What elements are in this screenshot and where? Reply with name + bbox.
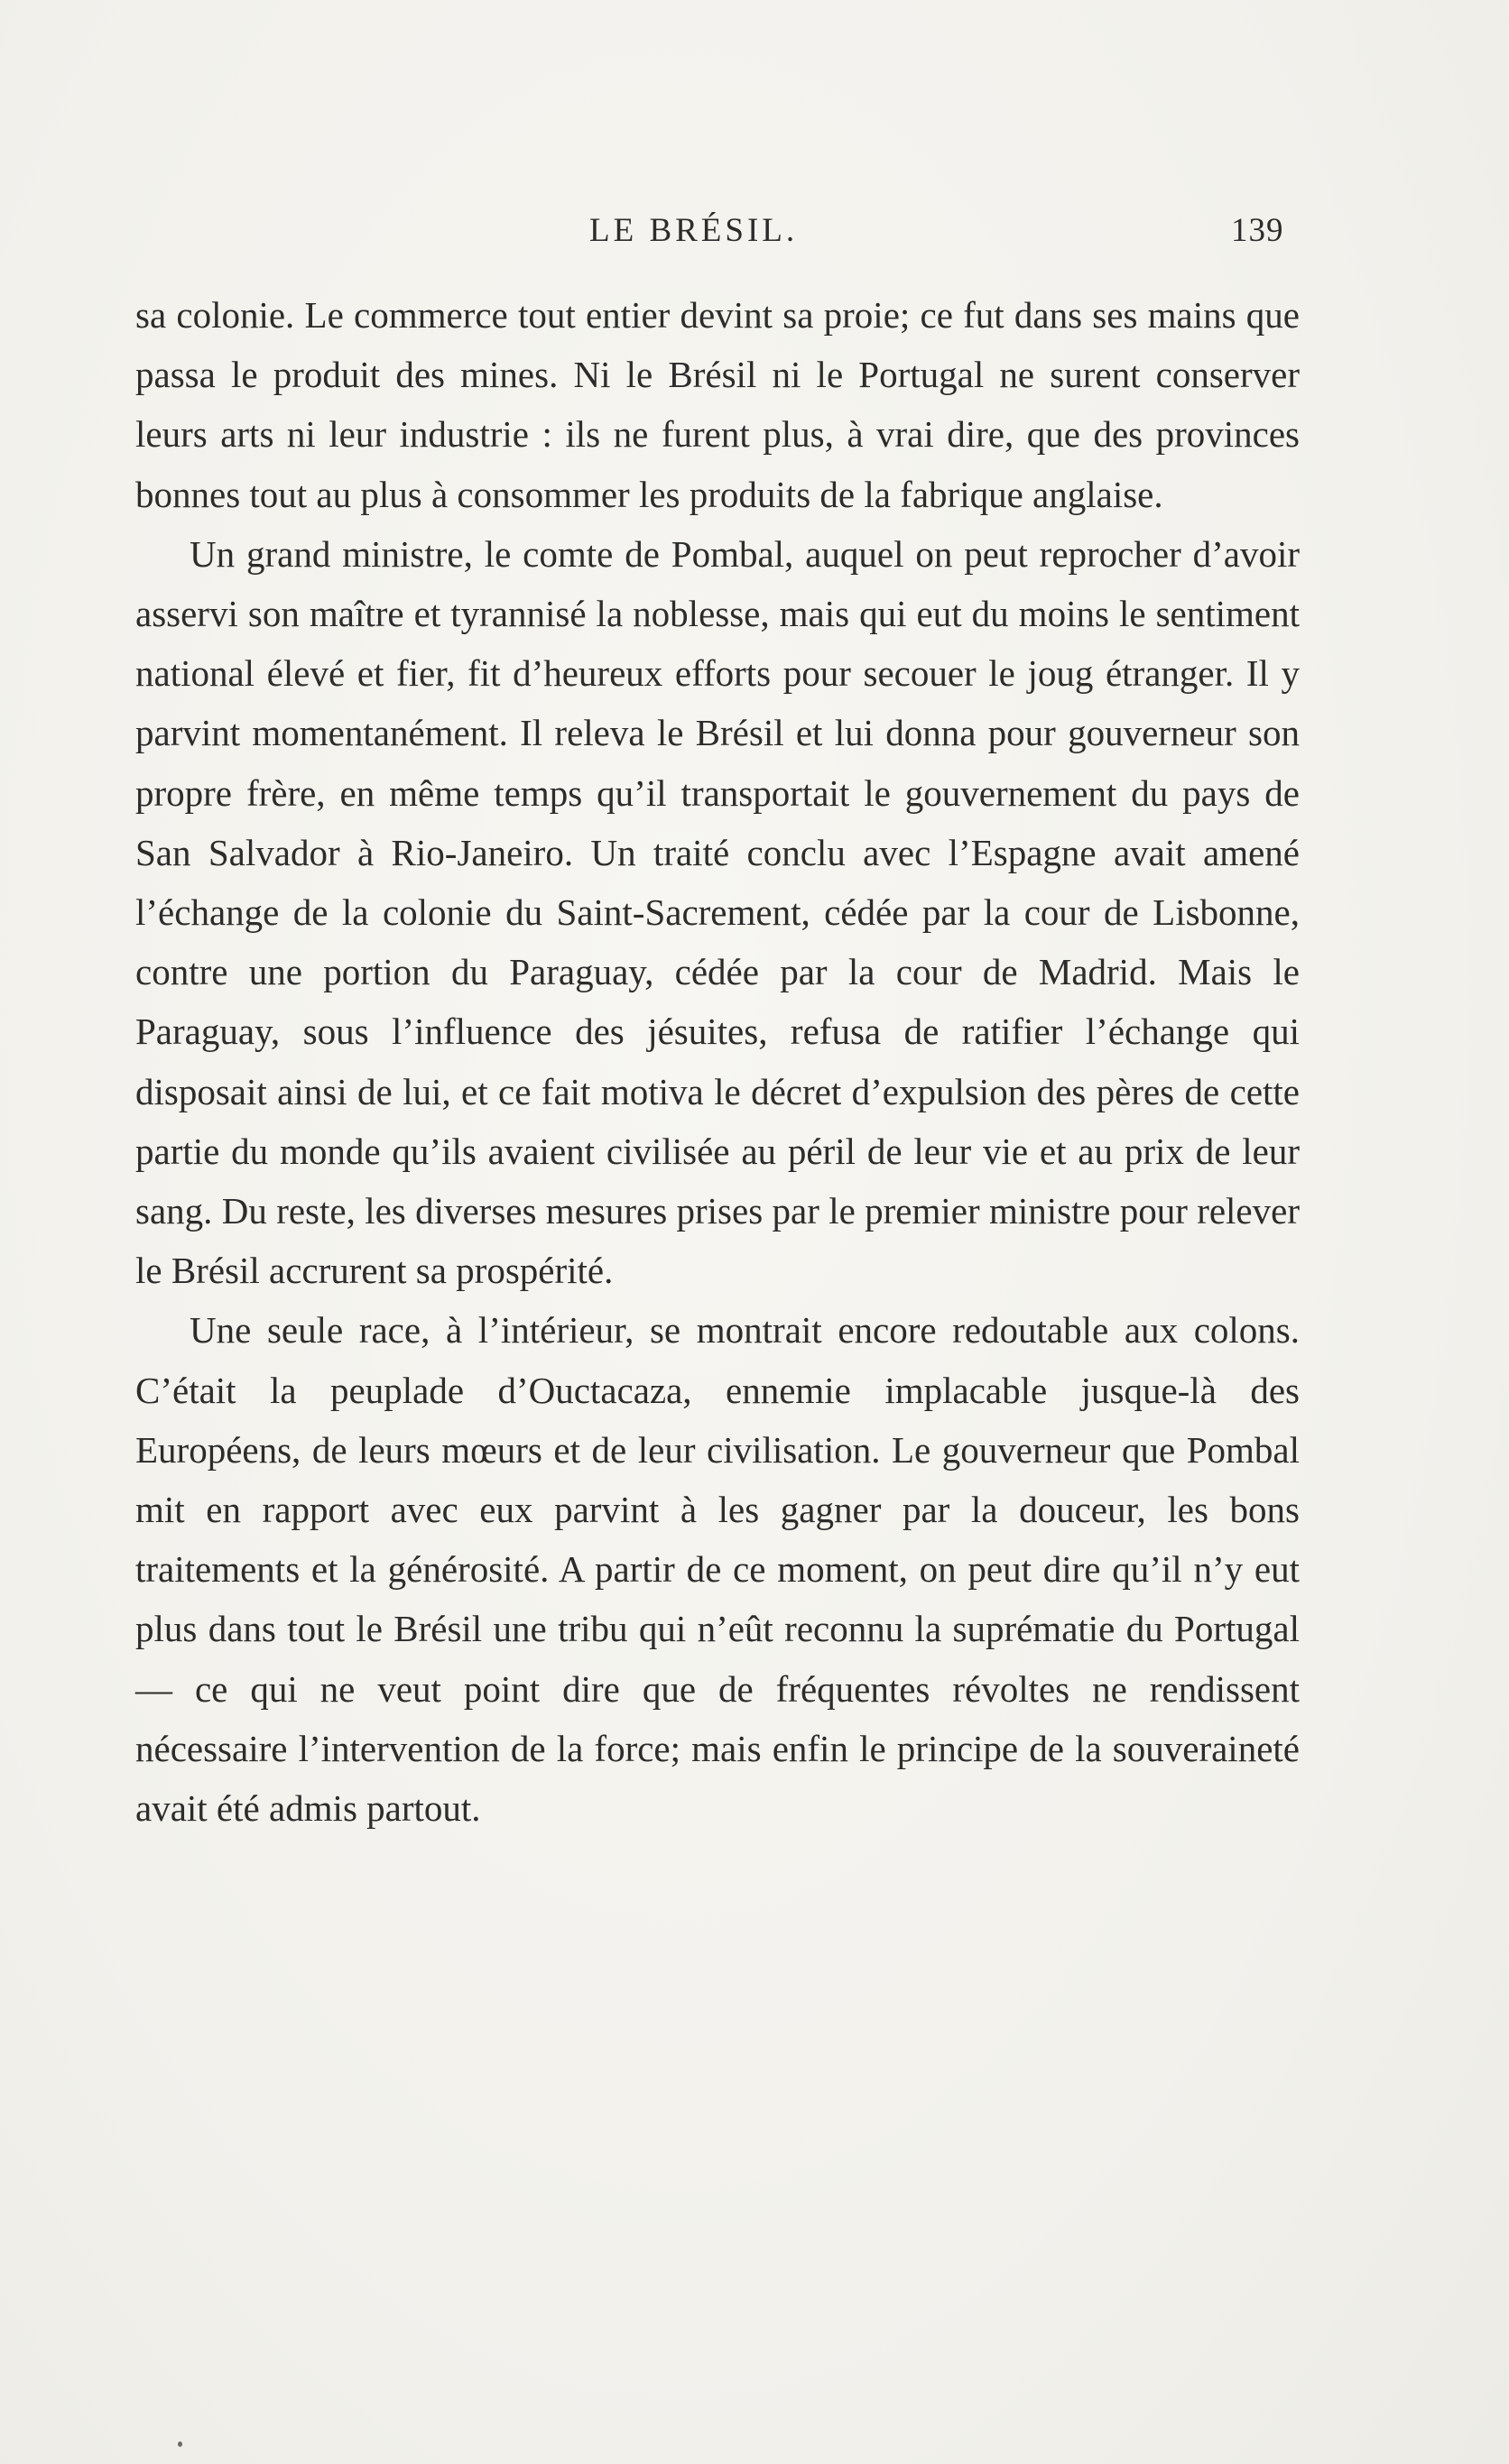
paragraph-1: sa colonie. Le commerce tout entier devint sa proie; ce fut dans ses mains que passa le produit des mines. Ni le Brésil ni le Portugal ne surent conserver leurs arts ni leur industrie : ils ne furent plus, à vrai dire, que des provinces bonnes tout au plus à consommer les produits de la fabrique anglaise. [135, 294, 1300, 515]
ink-speck [178, 2441, 182, 2447]
body-text [135, 285, 1300, 1838]
paragraph-2: Un grand ministre, le comte de Pombal, auquel on peut reprocher d’avoir asservi son maître et tyrannisé la noblesse, mais qui eut du moins le sentiment national élevé et fier, fit d’heureux efforts pour secouer le joug étranger. Il y parvint momentanément. Il releva le Brésil et lui donna pour gouverneur son propre frère, en même temps qu’il transportait le gouvernement du pays de San Salvador à Rio-Janeiro. Un traité conclu avec l’Espagne avait amené l’échange de la colonie du Saint-Sacrement, cédée par la cour de Lisbonne, contre une portion du Paraguay, cédée par la cour de Madrid. Mais le Paraguay, sous l’influence des jésuites, refusa de ratifier l’échange qui disposait ainsi de lui, et ce fait motiva le décret d’expulsion des pères de cette partie du monde qu’ils avaient civilisée au péril de leur vie et au prix de leur sang. Du reste, les diverses mesures prises par le premier ministre pour relever le Brésil accrurent sa prospérité. [135, 532, 1300, 1292]
running-title: LE BRÉSIL. [589, 212, 799, 249]
paragraph-3: Une seule race, à l’intérieur, se montrait encore redoutable aux colons. C’était la peuplade d’Ouctacaza, ennemie implacable jusque-là des Européens, de leurs mœurs et de leur civilisation. Le gouverneur que Pombal mit en rapport avec eux parvint à les gagner par la douceur, les bons traitements et la générosité. A partir de ce moment, on peut dire qu’il n’y eut plus dans tout le Brésil une tribu qui n’eût reconnu la suprématie du Portugal — ce qui ne veut point dire que de fréquentes révoltes ne rendissent nécessaire l’intervention de la force; mais enfin le principe de la souveraineté avait été admis partout. [135, 1309, 1300, 1830]
page-number: 139 [1231, 212, 1284, 249]
running-head [0, 211, 1509, 256]
